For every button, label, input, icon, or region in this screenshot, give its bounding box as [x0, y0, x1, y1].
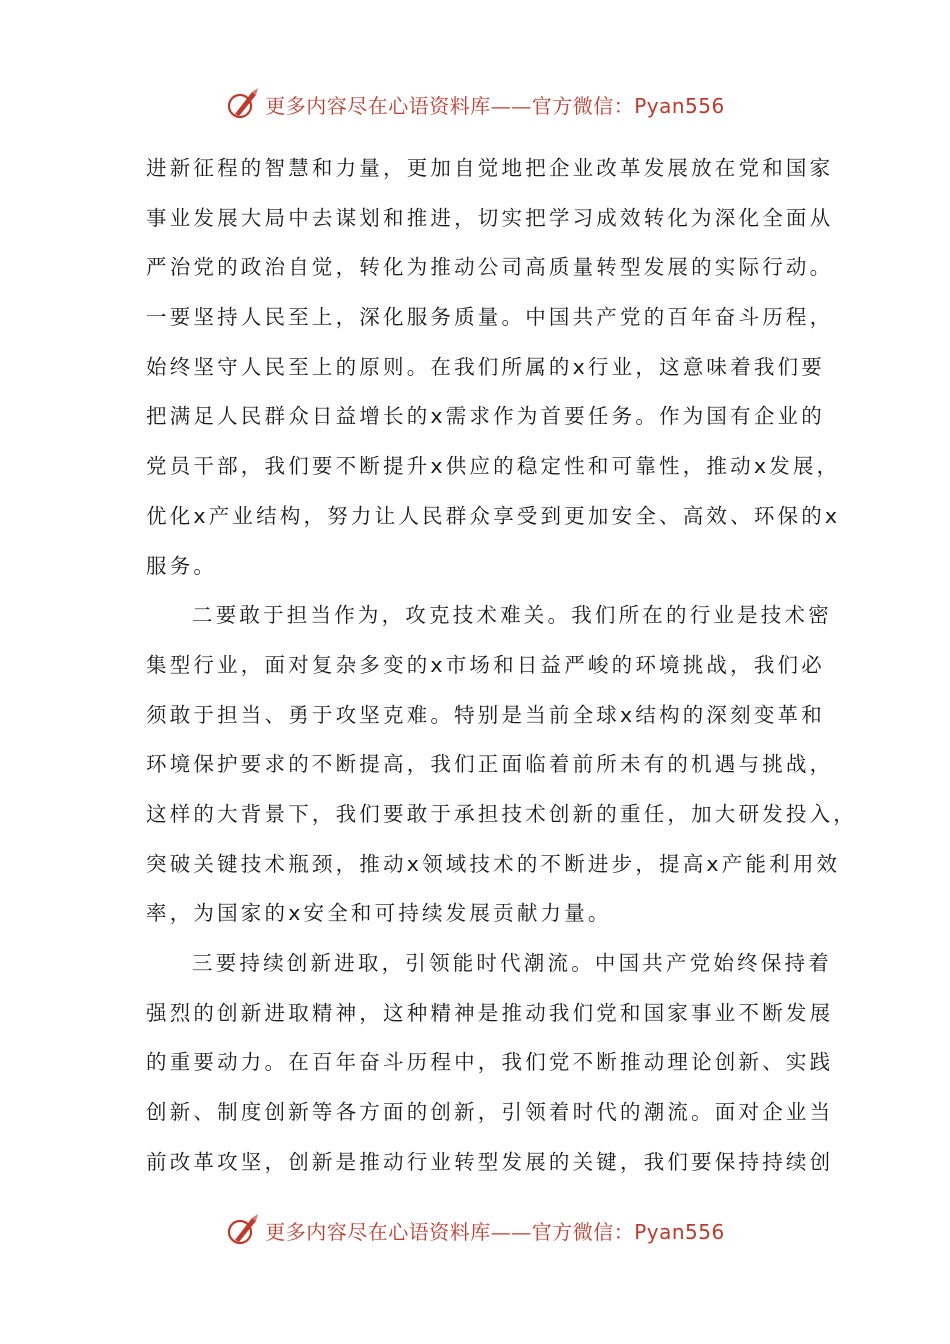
banner-site-text: 更多内容尽在心语资料库: [265, 1219, 491, 1244]
text-line: 事业发展大局中去谋划和推进，切实把学习成效转化为深化全面从: [146, 205, 834, 230]
header-banner: [0, 84, 950, 124]
footer-banner: [0, 1210, 950, 1250]
text-line: 率，为国家的x安全和可持续发展贡献力量。: [146, 901, 612, 926]
text-line: 进新征程的智慧和力量，更加自觉地把企业改革发展放在党和国家: [146, 156, 834, 180]
text-line: 集型行业，面对复杂多变的x市场和日益严峻的环境挑战，我们必: [146, 652, 825, 677]
paragraph-start-line: 二要敢于担当作为，攻克技术难关。我们所在的行业是技术密: [192, 603, 832, 628]
text-line: 始终坚守人民至上的原则。在我们所属的x行业，这意味着我们要: [146, 354, 825, 379]
text-line: 须敢于担当、勇于攻坚克难。特别是当前全球x结构的深刻变革和: [146, 702, 825, 727]
text-line: 这样的大背景下，我们要敢于承担技术创新的重任，加大研发投入，: [146, 801, 857, 826]
text-line: 强烈的创新进取精神，这种精神是推动我们党和国家事业不断发展: [146, 1000, 834, 1025]
text-line: 创新、制度创新等各方面的创新，引领着时代的潮流。面对企业当: [146, 1100, 834, 1125]
text-line: 环境保护要求的不断提高，我们正面临着前所未有的机遇与挑战，: [146, 752, 834, 777]
text-line: 突破关键技术瓶颈，推动x领域技术的不断进步，提高x产能利用效: [146, 851, 841, 876]
text-line: 的重要动力。在百年奋斗历程中，我们党不断推动理论创新、实践: [146, 1050, 834, 1075]
text-line: 前改革攻坚，创新是推动行业转型发展的关键，我们要保持持续创: [146, 1149, 834, 1174]
banner-wechat-text: 官方微信：Pyan556: [531, 93, 725, 118]
text-line: 党员干部，我们要不断提升x供应的稳定性和可靠性，推动x发展，: [146, 454, 841, 479]
text-line: 服务。: [146, 553, 218, 578]
banner-dash: ——: [490, 1219, 532, 1244]
banner-wechat-text: 官方微信：Pyan556: [531, 1219, 725, 1244]
document-body: [146, 144, 857, 1187]
text-line: 严治党的政治自觉，转化为推动公司高质量转型发展的实际行动。: [146, 255, 834, 280]
quill-pen-logo-icon: [225, 1212, 261, 1248]
text-line: 一要坚持人民至上，深化服务质量。中国共产党的百年奋斗历程，: [146, 305, 834, 330]
banner-dash: ——: [490, 93, 532, 118]
text-line: 把满足人民群众日益增长的x需求作为首要任务。作为国有企业的: [146, 404, 825, 429]
quill-pen-logo-icon: [225, 86, 261, 122]
paragraph-start-line: 三要持续创新进取，引领能时代潮流。中国共产党始终保持着: [192, 951, 832, 975]
banner-site-text: 更多内容尽在心语资料库: [265, 93, 491, 118]
text-line: 优化x产业结构，努力让人民群众享受到更加安全、高效、环保的x: [146, 503, 841, 528]
